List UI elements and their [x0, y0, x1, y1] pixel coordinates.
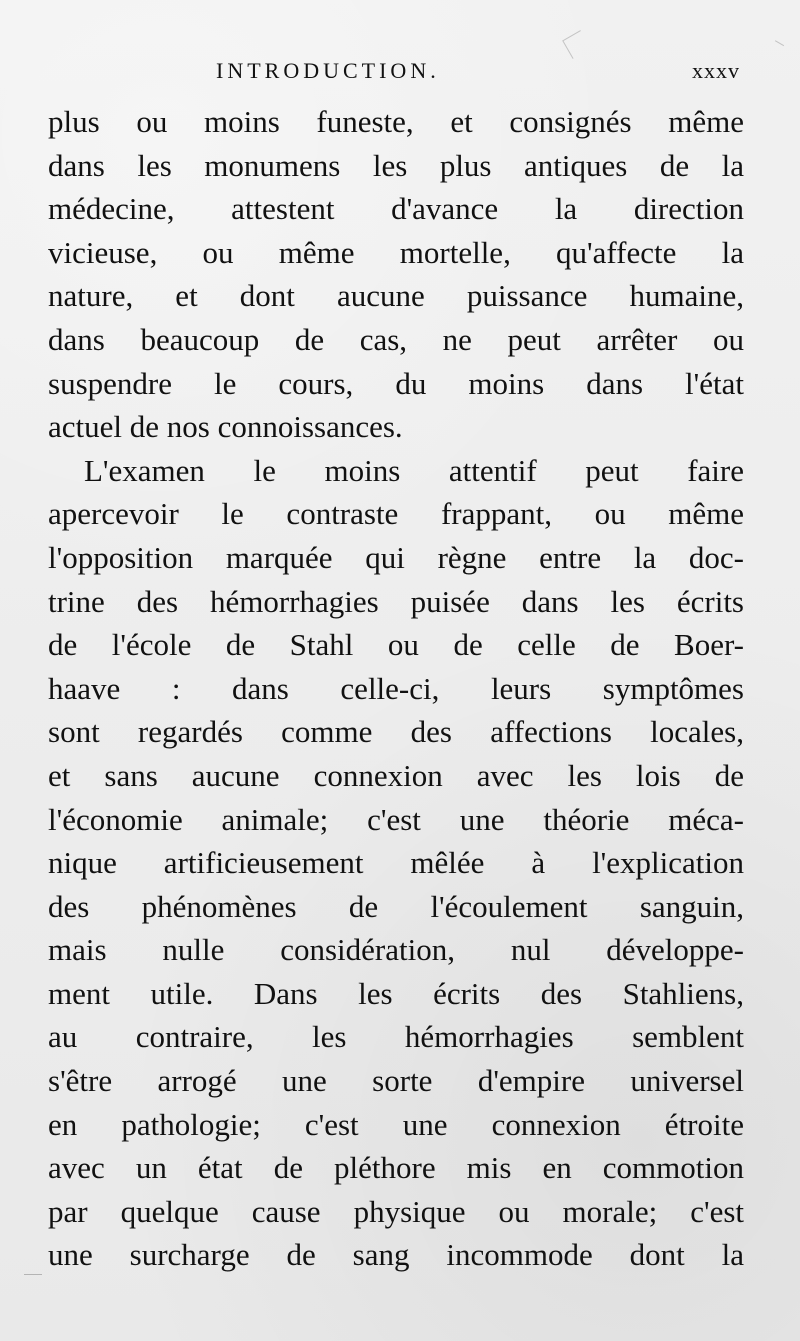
text-line: médecine, attestent d'avance la direction [48, 191, 744, 227]
text-line: et sans aucune connexion avec les lois de [48, 757, 744, 793]
text-line: l'économie animale; c'est une théorie méca- [48, 801, 744, 837]
text-line: sont regardés comme des affections locales, [48, 714, 744, 750]
text-line: l'opposition marquée qui règne entre la doc- [48, 539, 744, 575]
running-title: INTRODUCTION. [216, 58, 440, 83]
paper-mark [770, 40, 784, 55]
text-line: suspendre le cours, du moins dans l'état [48, 365, 744, 401]
text-line: dans beaucoup de cas, ne peut arrêter ou [48, 321, 744, 357]
text-line: dans les monumens les plus antiques de la [48, 147, 744, 183]
text-line: trine des hémorrhagies puisée dans les écrits [48, 583, 744, 619]
text-line: en pathologie; c'est une connexion étroite [48, 1106, 744, 1142]
paper-mark [24, 1274, 42, 1275]
text-line: plus ou moins funeste, et consignés même [48, 104, 744, 139]
text-line: mais nulle considération, nul développe- [48, 932, 744, 968]
page-number: xxxv [692, 58, 740, 83]
text-line: actuel de nos connoissances. [48, 409, 403, 445]
text-line: haave : dans celle-ci, leurs symptômes [48, 670, 744, 706]
text-line: s'être arrogé une sorte d'empire universel [48, 1063, 744, 1099]
text-line: une surcharge de sang incommode dont la [48, 1237, 744, 1273]
text-line: apercevoir le contraste frappant, ou même [48, 496, 744, 532]
text-line: nature, et dont aucune puissance humaine, [48, 278, 744, 314]
text-line: de l'école de Stahl ou de celle de Boer- [48, 627, 744, 663]
text-line: ment utile. Dans les écrits des Stahliens, [48, 975, 744, 1011]
text-line: L'examen le moins attentif peut faire [84, 452, 744, 488]
text-line: nique artificieusement mêlée à l'explication [48, 845, 744, 881]
text-line: au contraire, les hémorrhagies semblent [48, 1019, 744, 1055]
text-line: vicieuse, ou même mortelle, qu'affecte la [48, 234, 744, 270]
page-header [48, 58, 740, 88]
text-line: par quelque cause physique ou morale; c'est [48, 1193, 744, 1229]
text-line: des phénomènes de l'écoulement sanguin, [48, 888, 744, 924]
body-text [48, 100, 744, 1277]
paper-mark [562, 30, 591, 59]
text-line: avec un état de pléthore mis en commotion [48, 1150, 744, 1186]
